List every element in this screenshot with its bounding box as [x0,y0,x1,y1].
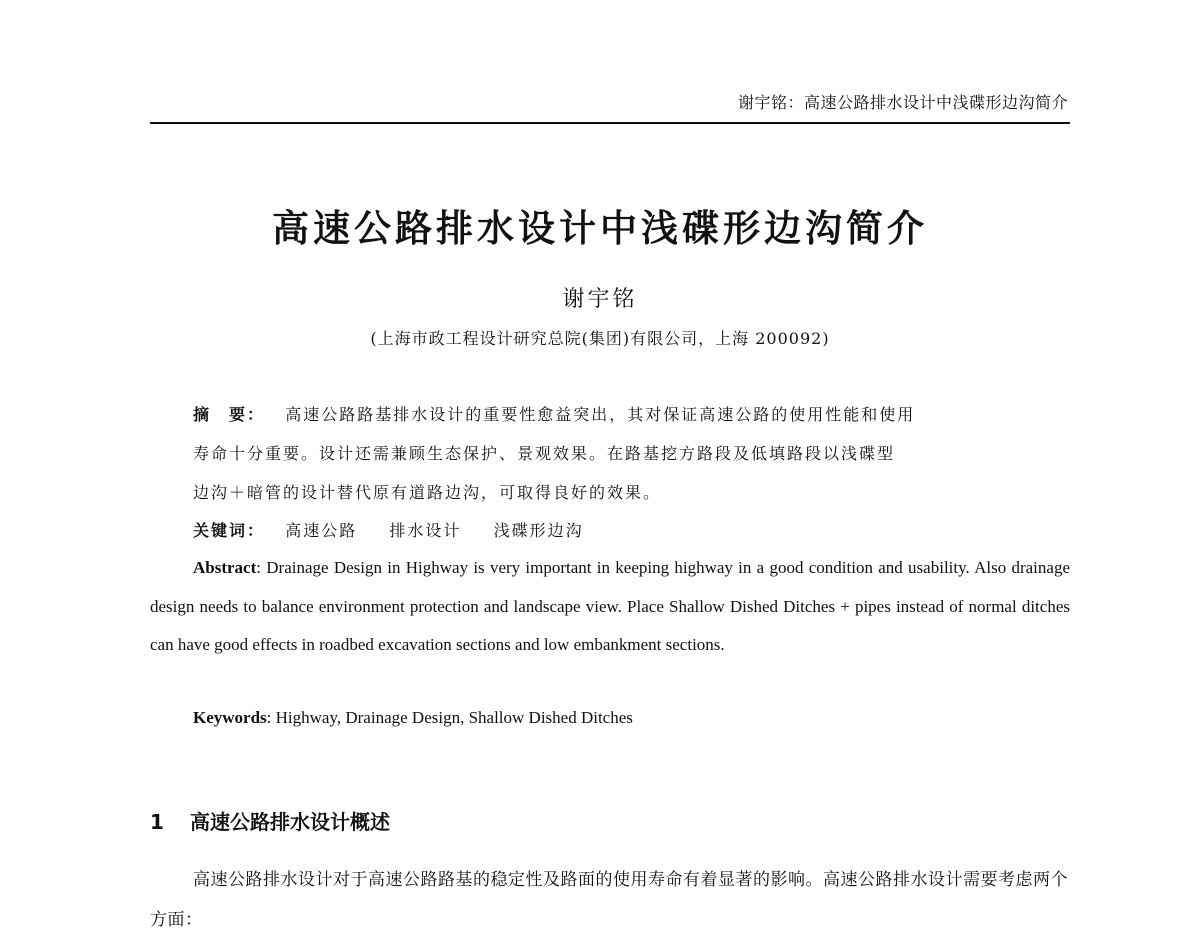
section-1-heading [150,806,390,835]
keywords-cn-item-3: 浅碟形边沟 [493,521,584,540]
abstract-en-text: : Drainage Design in Highway is very important in keeping highway in a good condition and usability. Also drainage design needs to balance environment protection and landscape view. Place Shallow Dished Ditches + pipes instead of normal ditches can have good effects in roadbed excavation sections and low embankment sections. [150,558,1070,654]
author-affiliation: (上海市政工程设计研究总院(集团)有限公司，上海 200092) [370,329,830,348]
keywords-cn-label: 关键词： [193,521,266,540]
paper-title: 高速公路排水设计中浅碟形边沟简介 [272,207,928,250]
keywords-cn-item-2: 排水设计 [389,521,462,540]
keywords-en [193,708,633,728]
abstract-cn-text-2: 寿命十分重要。设计还需兼顾生态保护、景观效果。在路基挖方路段及低填路段以浅碟型 [193,444,896,463]
abstract-cn-line-2 [193,441,895,464]
keywords-en-text: : Highway, Drainage Design, Shallow Dished Ditches [266,708,633,727]
abstract-cn-text-3: 边沟＋暗管的设计替代原有道路边沟，可取得良好的效果。 [193,483,662,502]
author-name: 谢宇铭 [562,287,638,312]
section-1-number: 1 [150,810,164,834]
section-1-title: 高速公路排水设计概述 [190,810,390,834]
keywords-cn-line [193,518,584,541]
keywords-en-label: Keywords [193,708,267,727]
header-rule [150,122,1070,124]
keywords-cn-item-1: 高速公路 [285,521,358,540]
abstract-en-label: Abstract [193,558,257,577]
running-head: 谢宇铭：高速公路排水设计中浅碟形边沟简介 [737,93,1068,112]
abstract-en [150,549,1070,665]
abstract-cn-label: 摘 要： [193,405,266,424]
abstract-cn-line-3 [193,480,661,503]
section-1-paragraph: 高速公路排水设计对于高速公路路基的稳定性及路面的使用寿命有着显著的影响。高速公路排水设计需要考虑两个方面： [150,870,1068,930]
abstract-cn-text-1: 高速公路路基排水设计的重要性愈益突出，其对保证高速公路的使用性能和使用 [285,405,916,424]
abstract-cn-line-1 [193,402,915,425]
